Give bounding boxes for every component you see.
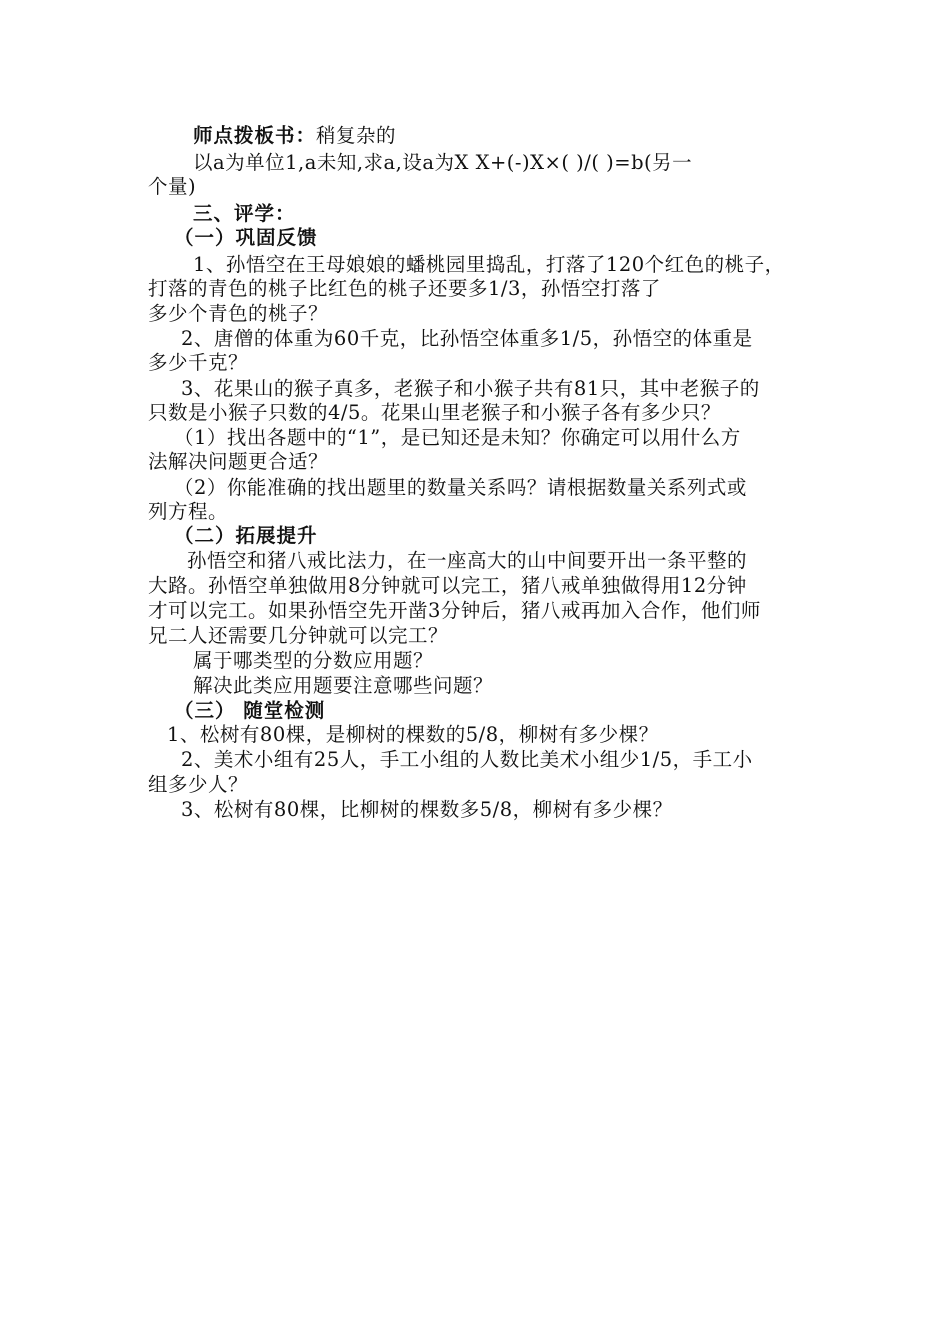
paragraph-line: 2、唐僧的体重为60千克，比孙悟空体重多1/5，孙悟空的体重是 <box>181 327 753 350</box>
paragraph-line: （2）你能准确的找出题里的数量关系吗？请根据数量关系列式或 <box>174 476 747 499</box>
paragraph-line: 2、美术小组有25人，手工小组的人数比美术小组少1/5，手工小 <box>181 748 753 771</box>
paragraph-line: 多少千克？ <box>148 351 249 374</box>
paragraph-line: 多少个青色的桃子？ <box>148 302 329 325</box>
paragraph-line: 3、花果山的猴子真多，老猴子和小猴子共有81只，其中老猴子的 <box>181 377 760 400</box>
teacher-note-heading: 师点拨板书： <box>193 124 317 147</box>
paragraph-line: 1、孙悟空在王母娘娘的蟠桃园里捣乱，打落了120个红色的桃子， <box>193 253 785 276</box>
section-heading-evaluate: 三、评学： <box>193 202 296 225</box>
paragraph-line: 1、松树有80棵，是柳树的棵数的5/8，柳树有多少棵？ <box>167 723 659 746</box>
section-heading-consolidate: （一）巩固反馈 <box>174 226 318 249</box>
paragraph-line: 大路。孙悟空单独做用8分钟就可以完工，猪八戒单独做得用12分钟 <box>148 574 747 597</box>
paragraph-line: 打落的青色的桃子比红色的桃子还要多1/3，孙悟空打落了 <box>148 277 661 300</box>
paragraph-line: 组多少人？ <box>148 773 249 796</box>
section-heading-extension: （二）拓展提升 <box>174 524 318 547</box>
section-heading-quiz: （三） 随堂检测 <box>174 699 326 722</box>
paragraph-line: 解决此类应用题要注意哪些问题？ <box>193 674 494 697</box>
paragraph-line: 孙悟空和猪八戒比法力，在一座高大的山中间要开出一条平整的 <box>187 549 748 572</box>
paragraph-line: 属于哪类型的分数应用题？ <box>193 649 434 672</box>
paragraph-line: 兄二人还需要几分钟就可以完工？ <box>148 624 449 647</box>
teacher-note-formula: 以a为单位1,a未知,求a,设a为X X+(-)X×( )/( )=b(另一 <box>193 151 693 174</box>
paragraph-line: 法解决问题更合适？ <box>148 450 329 473</box>
paragraph-line: 只数是小猴子只数的4/5。花果山里老猴子和小猴子各有多少只？ <box>148 401 721 424</box>
paragraph-line: 才可以完工。如果孙悟空先开凿3分钟后，猪八戒再加入合作，他们师 <box>148 599 761 622</box>
paragraph-line: 3、松树有80棵，比柳树的棵数多5/8，柳树有多少棵？ <box>181 798 673 821</box>
teacher-note-formula-cont: 个量) <box>148 175 197 198</box>
teacher-note-subtitle: 稍复杂的 <box>316 124 397 147</box>
paragraph-line: （1）找出各题中的“1”，是已知还是未知？你确定可以用什么方 <box>174 426 741 449</box>
paragraph-line: 列方程。 <box>148 500 229 523</box>
teacher-note-header <box>193 124 396 148</box>
